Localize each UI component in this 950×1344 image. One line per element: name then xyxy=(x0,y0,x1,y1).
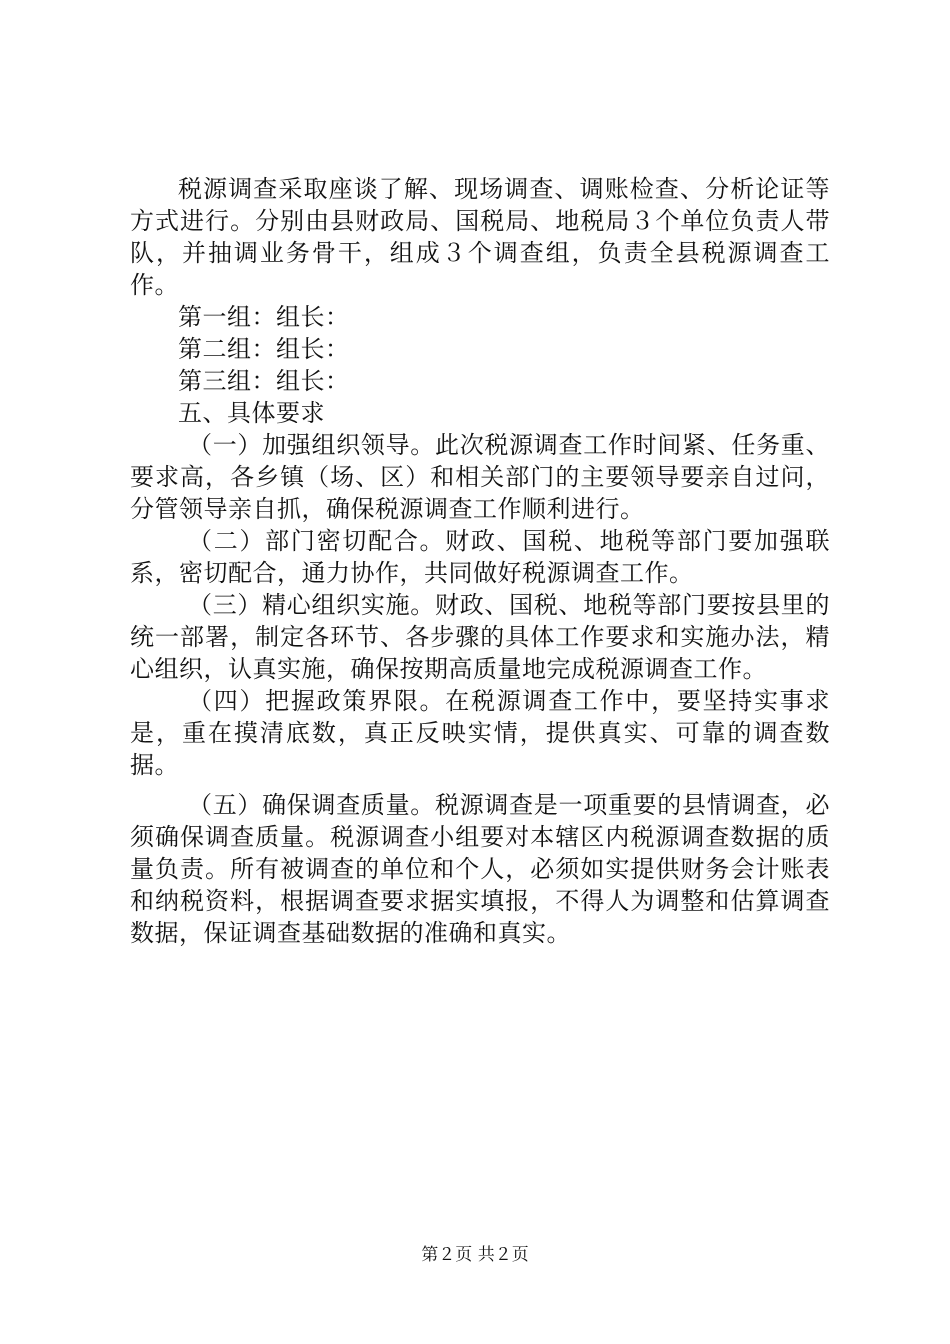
requirement-item-3: （三）精心组织实施。财政、国税、地税等部门要按县里的统一部署，制定各环节、各步骤的具体工作要求和实施办法，精心组织，认真实施，确保按期高质量地完成税源调查工作。 xyxy=(130,591,830,683)
requirement-item-4: （四）把握政策界限。在税源调查工作中，要坚持实事求是，重在摸清底数，真正反映实情，提供真实、可靠的调查数据。 xyxy=(130,687,830,779)
section-heading-requirements: 五、具体要求 xyxy=(178,399,325,427)
document-body xyxy=(130,173,830,949)
paragraph-group-three: 第三组：组长： xyxy=(178,367,350,395)
paragraph-spacer xyxy=(130,781,830,789)
requirement-item-1: （一）加强组织领导。此次税源调查工作时间紧、任务重、要求高，各乡镇（场、区）和相关部门的主要领导要亲自过问，分管领导亲自抓，确保税源调查工作顺利进行。 xyxy=(130,431,830,523)
page-number-footer: 第２页 共２页 xyxy=(421,1245,529,1265)
paragraph-group-one: 第一组：组长： xyxy=(178,303,350,331)
requirement-item-2: （二）部门密切配合。财政、国税、地税等部门要加强联系，密切配合，通力协作，共同做好税源调查工作。 xyxy=(130,527,830,587)
paragraph-group-two: 第二组：组长： xyxy=(178,335,350,363)
paragraph-survey-method: 税源调查采取座谈了解、现场调查、调账检查、分析论证等方式进行。分别由县财政局、国税局、地税局３个单位负责人带队，并抽调业务骨干，组成３个调查组，负责全县税源调查工作。 xyxy=(130,175,830,299)
requirement-item-5: （五）确保调查质量。税源调查是一项重要的县情调查，必须确保调查质量。税源调查小组要对本辖区内税源调查数据的质量负责。所有被调查的单位和个人，必须如实提供财务会计账表和纳税资料，根据调查要求据实填报，不得人为调整和估算调查数据，保证调查基础数据的准确和真实。 xyxy=(130,791,830,947)
